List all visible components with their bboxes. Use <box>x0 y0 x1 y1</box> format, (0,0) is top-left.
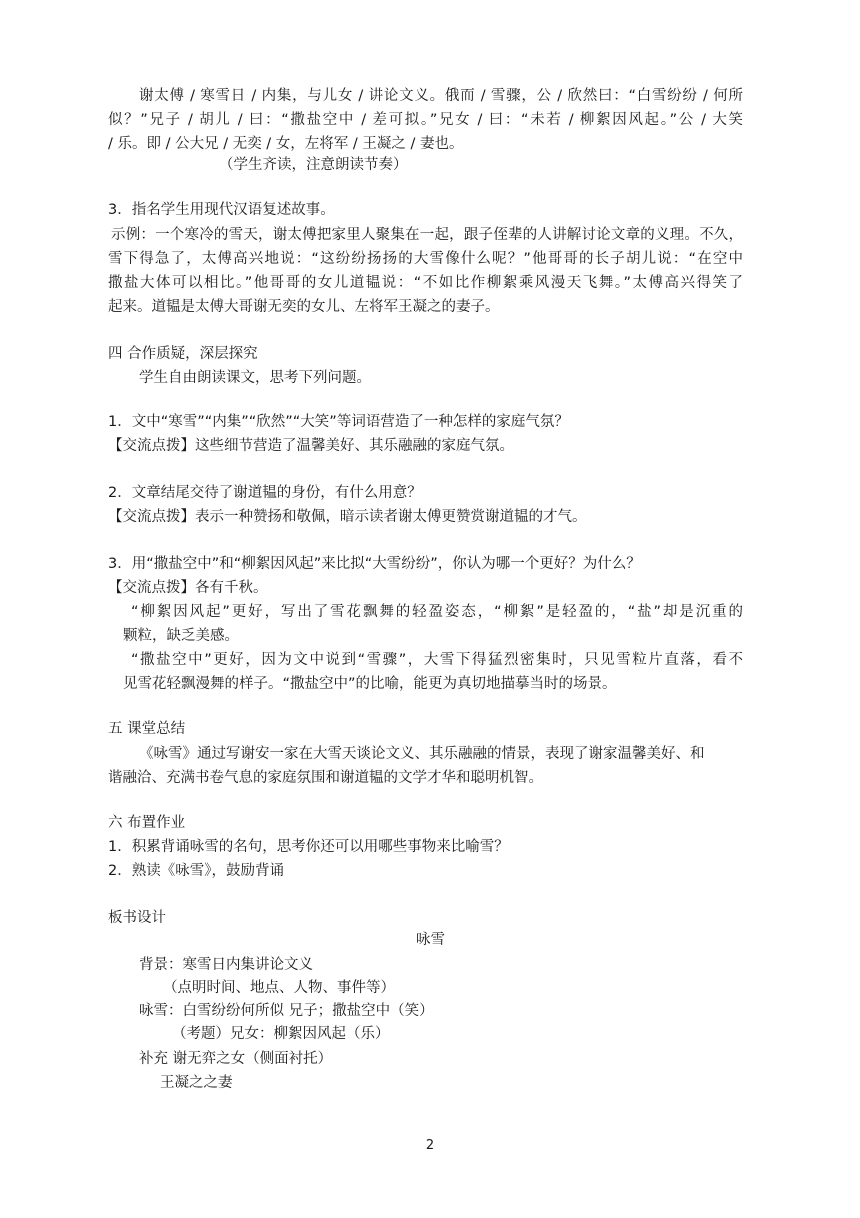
answer-3-para-2-line-2: 见雪花轻飘漫舞的样子。“撒盐空中”的比喻，能更为真切地描摹当时的场景。 <box>123 676 617 692</box>
question-3: 3．用“撒盐空中”和“柳絮因风起”来比拟“大雪纷纷”，你认为哪一个更好？为什么？ <box>108 556 641 572</box>
summary-line-2: 谐融洽、充满书卷气息的家庭氛围和谢道韫的文学才华和聪明机智。 <box>108 770 543 786</box>
page-number: 2 <box>425 1138 435 1153</box>
retell-line-2: 雪下得急了，太傅高兴地说：“这纷纷扬扬的大雪像什么呢？”他哥哥的长子胡儿说：“在空中 <box>108 251 743 267</box>
answer-3-para-1-line-1: “柳絮因风起”更好，写出了雪花飘舞的轻盈姿态，“柳絮”是轻盈的，“盐”却是沉重的 <box>131 604 743 620</box>
answer-3: 【交流点拨】各有千秋。 <box>108 580 268 596</box>
retell-line-1: 示例：一个寒冷的雪天，谢太傅把家里人聚集在一起，跟子侄辈的人讲解讨论文章的义理。不久， <box>111 227 743 243</box>
board-yongxue: 咏雪：白雪纷纷何所似 兄子；撒盐空中（笑） <box>139 1003 434 1019</box>
board-yongxue-note: （考题）兄女：柳絮因风起（乐） <box>172 1026 390 1042</box>
question-2: 2．文章结尾交待了谢道韫的身份，有什么用意？ <box>108 485 422 501</box>
homework-item-1: 1．积累背诵咏雪的名句，思考你还可以用哪些事物来比喻雪？ <box>108 839 509 855</box>
answer-3-para-1-line-2: 颗粒，缺乏美感。 <box>123 628 239 644</box>
passage-line-3: / 乐。即 / 公大兄 / 无奕 / 女，左将军 / 王凝之 / 妻也。 <box>108 136 464 152</box>
board-supplement-2: 王凝之之妻 <box>160 1075 233 1091</box>
board-supplement: 补充 谢无弈之女（侧面衬托） <box>139 1051 333 1067</box>
retell-heading: 3．指名学生用现代汉语复述故事。 <box>108 202 335 218</box>
retell-line-3: 撒盐大体可以相比。”他哥哥的女儿道韫说：“不如比作柳絮乘风漫天飞舞。”太傅高兴得笑了 <box>108 275 743 291</box>
answer-2: 【交流点拨】表示一种赞扬和敬佩，暗示读者谢太傅更赞赏谢道韫的才气。 <box>108 509 587 525</box>
question-1: 1．文中“寒雪”“内集”“欣然”“大笑”等词语营造了一种怎样的家庭气氛？ <box>108 414 569 430</box>
section-5-heading: 五 课堂总结 <box>108 721 186 737</box>
passage-reading-note: （学生齐读，注意朗读节奏） <box>219 157 408 173</box>
passage-line-1: 谢太傅 / 寒雪日 / 内集，与儿女 / 讲论文义。俄而 / 雪骤，公 / 欣然曰：“白雪纷纷 / 何所 <box>139 88 743 104</box>
board-background-note: （点明时间、地点、人物、事件等） <box>163 980 395 996</box>
section-6-heading: 六 布置作业 <box>108 815 186 831</box>
section-4-intro: 学生自由朗读课文，思考下列问题。 <box>139 370 371 386</box>
section-4-heading: 四 合作质疑，深层探究 <box>108 346 258 362</box>
passage-line-2: 似？”兄子 / 胡儿 / 曰：“撒盐空中 / 差可拟。”兄女 / 曰：“未若 / 柳絮因风起。”公 / 大笑 <box>108 112 743 128</box>
retell-line-4: 起来。道韫是太傅大哥谢无奕的女儿、左将军王凝之的妻子。 <box>108 299 500 315</box>
summary-line-1: 《咏雪》通过写谢安一家在大雪天谈论文义、其乐融融的情景，表现了谢家温馨美好、和 <box>139 746 705 762</box>
board-background: 背景：寒雪日内集讲论文义 <box>139 957 313 973</box>
answer-3-para-2-line-1: “撒盐空中”更好，因为文中说到“雪骤”，大雪下得猛烈密集时，只见雪粒片直落，看不 <box>131 652 743 668</box>
board-title: 咏雪 <box>416 932 445 948</box>
board-heading: 板书设计 <box>108 910 166 926</box>
homework-item-2: 2．熟读《咏雪》，鼓励背诵 <box>108 863 284 879</box>
answer-1: 【交流点拨】这些细节营造了温馨美好、其乐融融的家庭气氛。 <box>108 438 514 454</box>
